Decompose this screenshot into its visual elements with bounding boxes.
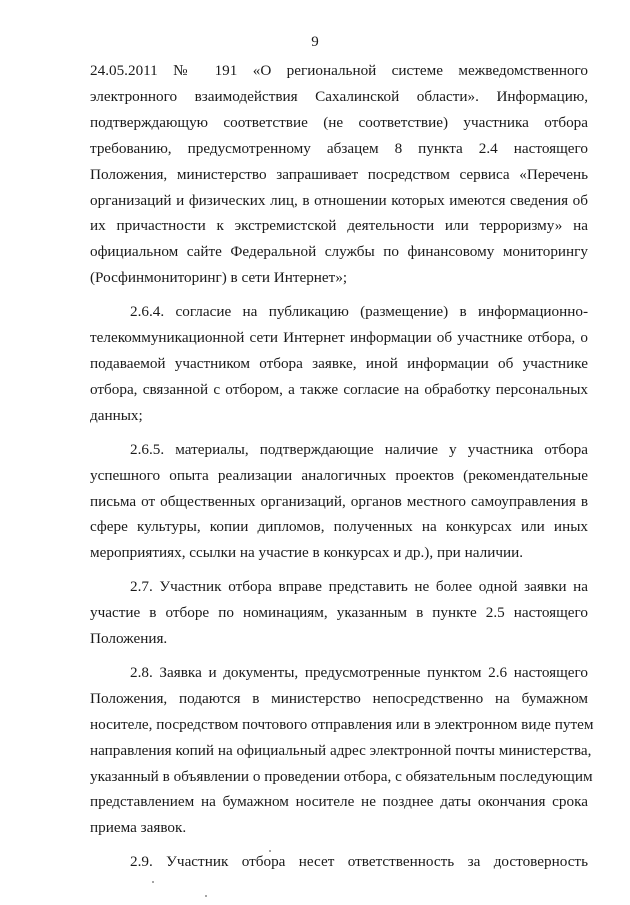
text-line: 2.8. Заявка и документы, предусмотренные пунктом 2.6 настоящего <box>130 663 588 681</box>
text-line: подаваемой участником отбора заявке, иной информации об участнике <box>90 354 588 372</box>
text-line: данных; <box>90 406 143 424</box>
scan-speck <box>152 881 154 883</box>
text-line: 2.6.5. материалы, подтверждающие наличие у участника отбора <box>130 440 588 458</box>
text-line: их причастности к экстремистской деятельности или терроризму» на <box>90 217 588 235</box>
text-line: (Росфинмониторинг) в сети Интернет»; <box>90 269 348 287</box>
paragraph-2-6-5 <box>90 437 588 567</box>
paragraph-2-7 <box>90 574 588 652</box>
paragraph-2-9 <box>90 849 588 875</box>
text-line: письма от общественных организаций, органов местного самоуправления в <box>90 492 588 510</box>
paragraph-2-8 <box>90 660 594 841</box>
text-line: 24.05.2011 № 191 «О региональной системе межведомственного <box>90 62 588 79</box>
text-line: Положения, подаются в министерство непосредственно на бумажном <box>90 689 588 707</box>
text-line: отбора, связанной с отбором, а также согласие на обработку персональных <box>90 380 588 398</box>
text-line: Положения, министерство запрашивает посредством сервиса «Перечень <box>90 165 588 183</box>
text-line: указанный в объявлении о проведении отбора, с обязательным последующим <box>90 767 593 785</box>
text-line: приема заявок. <box>90 819 187 837</box>
text-line: представлением на бумажном носителе не позднее даты окончания срока <box>90 793 588 811</box>
text-line: 2.9. Участник отбора несет ответственность за достоверность <box>130 853 588 871</box>
text-line: носителе, посредством почтового отправления или в электронном виде путем <box>90 715 594 733</box>
page-number: 9 <box>311 34 319 50</box>
text-line: сфере культуры, копии дипломов, полученных на конкурсах или иных <box>90 518 588 536</box>
scan-speck <box>205 895 207 897</box>
text-line: требованию, предусмотренному абзацем 8 пункта 2.4 настоящего <box>90 139 588 157</box>
text-line: 2.7. Участник отбора вправе представить не более одной заявки на <box>130 578 588 596</box>
paragraph-2-6-4 <box>90 299 588 429</box>
paragraph-continuation <box>90 58 588 291</box>
text-line: электронного взаимодействия Сахалинской области». Информацию, <box>90 87 588 105</box>
text-line: участие в отборе по номинациям, указанным в пункте 2.5 настоящего <box>90 604 588 622</box>
text-line: направления копий на официальный адрес электронной почты министерства, <box>90 741 592 759</box>
text-line: телекоммуникационной сети Интернет информации об участнике отбора, о <box>90 329 588 347</box>
text-line: официальном сайте Федеральной службы по финансовому мониторингу <box>90 243 588 261</box>
text-line: Положения. <box>90 630 168 648</box>
text-line: успешного опыта реализации аналогичных проектов (рекомендательные <box>90 466 588 484</box>
text-line: подтверждающую соответствие (не соответствие) участника отбора <box>90 113 588 131</box>
scan-speck <box>269 850 271 852</box>
document-body <box>90 58 594 875</box>
text-line: организаций и физических лиц, в отношении которых имеются сведения об <box>90 191 588 209</box>
text-line: 2.6.4. согласие на публикацию (размещение) в информационно- <box>130 303 588 321</box>
text-line: мероприятиях, ссылки на участие в конкурсах и др.), при наличии. <box>90 544 524 562</box>
